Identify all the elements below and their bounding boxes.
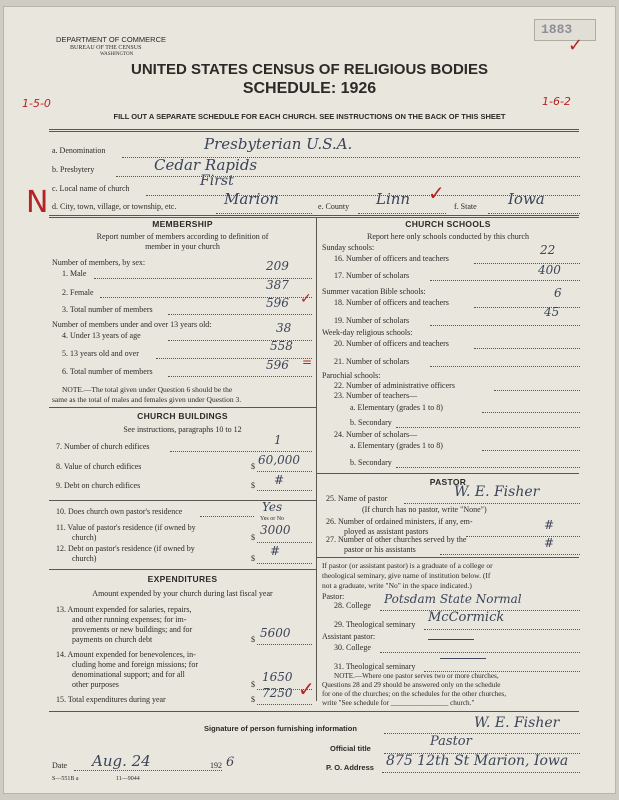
address-label: P. O. Address (326, 763, 374, 772)
q24-label: 24. Number of scholars— (334, 430, 418, 439)
divider (49, 129, 579, 130)
graduate-intro-2: theological seminary, give name of institution below. (If (322, 571, 491, 580)
male-label: 1. Male (62, 269, 87, 278)
total-members-value: 596 (266, 296, 289, 310)
q19-value: 45 (544, 305, 560, 319)
edifice-debt-value: # (274, 473, 285, 487)
q27-line-2: pastor or his assistants (344, 545, 416, 554)
expenditures-title: EXPENDITURES (147, 574, 218, 584)
county-label: e. County (318, 202, 350, 211)
year-suffix: 6 (226, 755, 235, 770)
q28-label: 28. College (334, 601, 371, 610)
parochial-schools-label: Parochial schools: (322, 371, 381, 380)
q27-value: # (544, 536, 555, 550)
dollar-sign: $ (251, 481, 255, 490)
pastor-sub-label: Pastor: (322, 592, 345, 601)
edifice-debt-label: 9. Debt on church edifices (56, 481, 141, 490)
q17-label: 17. Number of scholars (334, 271, 410, 280)
pastor-note-2: Questions 28 and 29 should be answered only on the schedule (322, 681, 501, 689)
form-code: S—551B a (52, 776, 79, 782)
q27-line-1: 27. Number of other churches served by the (326, 535, 467, 544)
edifice-value-value: 60,000 (258, 453, 300, 467)
schedule-title: SCHEDULE: 1926 (242, 80, 377, 97)
department-label: DEPARTMENT OF COMMERCE (56, 35, 167, 44)
dotted-line (257, 563, 312, 564)
presbytery-label: b. Presbytery (52, 165, 95, 174)
dotted-line (430, 280, 580, 281)
dotted-line (396, 467, 580, 468)
dotted-line (404, 503, 580, 504)
dash-mark (440, 658, 486, 659)
total-6-value: 596 (266, 358, 289, 372)
date-value: Aug. 24 (92, 752, 151, 770)
signature-value: W. E. Fisher (474, 715, 560, 731)
schools-title: CHURCH SCHOOLS (405, 219, 491, 229)
official-title-value: Pastor (430, 734, 472, 749)
q23-label: 23. Number of teachers— (334, 391, 418, 400)
female-value: 387 (266, 278, 289, 292)
total-members-label: 3. Total number of members (62, 305, 153, 314)
q14-line-1: 14. Amount expended for benevolences, in- (56, 650, 196, 659)
pastor-note-4: write "See schedule for ________________ church." (322, 699, 475, 707)
dotted-line (384, 733, 580, 734)
schedule-number-stamp (534, 19, 596, 41)
side-mark: N (26, 185, 49, 220)
dotted-line (494, 390, 580, 391)
city-value: Marion (224, 190, 279, 208)
denomination-value: Presbyterian U.S.A. (204, 135, 353, 153)
buildings-intro: See instructions, paragraphs 10 to 12 (123, 425, 242, 434)
by-sex-label: Number of members, by sex: (52, 258, 146, 267)
dollar-sign: $ (251, 695, 255, 704)
pastor-title: PASTOR (429, 477, 467, 487)
q15-value: 7250 (262, 686, 293, 700)
dotted-line (257, 704, 312, 705)
dollar-sign: $ (251, 680, 255, 689)
left-margin-mark: 1-5-0 (22, 97, 51, 110)
form-title: UNITED STATES CENSUS OF RELIGIOUS BODIES (131, 61, 488, 78)
denomination-label: a. Denomination (52, 146, 106, 155)
q23a-label: a. Elementary (grades 1 to 8) (350, 403, 443, 412)
membership-title: MEMBERSHIP (152, 219, 213, 229)
q21-label: 21. Number of scholars (334, 357, 410, 366)
q13-value: 5600 (260, 626, 291, 640)
q29-value: McCormick (428, 610, 505, 625)
membership-note-2: same as the total of males and females given under Question 3. (52, 395, 242, 404)
form-instruction: FILL OUT A SEPARATE SCHEDULE FOR EACH CHURCH. SEE INSTRUCTIONS ON THE BACK OF THIS SHEET (113, 112, 506, 121)
dotted-line (380, 652, 580, 653)
pastor-residence-label: 10. Does church own pastor's residence (56, 507, 183, 516)
q19-label: 19. Number of scholars (334, 316, 410, 325)
under-13-label: 4. Under 13 years of age (62, 331, 141, 340)
official-title-label: Official title (330, 744, 371, 753)
right-margin-mark: 1-6-2 (542, 95, 571, 108)
dotted-line (170, 451, 312, 452)
q25-value: W. E. Fisher (454, 484, 540, 500)
over-13-label: 5. 13 years old and over (62, 349, 139, 358)
q16-label: 16. Number of officers and teachers (334, 254, 449, 263)
dotted-line (257, 542, 312, 543)
membership-intro-2: member in your church (145, 242, 220, 251)
dotted-line (168, 314, 312, 315)
buildings-title: CHURCH BUILDINGS (137, 411, 228, 421)
q26-line-2: ployed as assistant pastors (344, 527, 429, 536)
q14-value: 1650 (262, 670, 293, 684)
check-mark-icon: ✓ (568, 35, 584, 56)
dotted-line (430, 366, 580, 367)
membership-note-1: NOTE.—The total given under Question 6 should be the (62, 385, 233, 394)
over-13-value: 558 (270, 339, 293, 353)
edifices-value: 1 (274, 433, 282, 447)
dotted-line (474, 263, 580, 264)
print-code: 11—9044 (116, 776, 140, 782)
residence-value-label-1: 11. Value of pastor's residence (if owned by (56, 523, 196, 532)
edifices-label: 7. Number of church edifices (56, 442, 150, 451)
q14-line-3: denominational support; and for all (72, 670, 185, 679)
dotted-line (430, 325, 580, 326)
q22-label: 22. Number of administrative officers (334, 381, 455, 390)
q20-label: 20. Number of officers and teachers (334, 339, 449, 348)
dotted-line (358, 213, 446, 214)
divider (49, 217, 579, 218)
q25-note: (If church has no pastor, write "None") (362, 505, 487, 514)
church-name-value: First (200, 173, 234, 189)
q31-label: 31. Theological seminary (334, 662, 416, 671)
q26-value: # (544, 518, 555, 532)
q13-line-1: 13. Amount expended for salaries, repairs, (56, 605, 192, 614)
membership-intro-1: Report number of members according to definition of (96, 232, 269, 241)
state-value: Iowa (508, 190, 545, 208)
yes-no-hint: Yes or No (260, 516, 285, 522)
dollar-sign: $ (251, 554, 255, 563)
q15-label: 15. Total expenditures during year (56, 695, 166, 704)
q14-line-4: other purposes (72, 680, 119, 689)
dotted-line (466, 536, 580, 537)
q18-value: 6 (554, 286, 562, 300)
under-13-value: 38 (276, 321, 292, 335)
divider (49, 569, 316, 570)
assistant-pastor-label: Assistant pastor: (322, 632, 376, 641)
residence-debt-label-1: 12. Debt on pastor's residence (if owned by (56, 544, 195, 553)
stamp-number: 1883 (541, 22, 573, 37)
total-6-label: 6. Total number of members (62, 367, 153, 376)
dollar-sign: $ (251, 533, 255, 542)
check-mark-icon: ✓ (298, 677, 315, 701)
sunday-schools-label: Sunday schools: (322, 243, 375, 252)
q16-value: 22 (540, 243, 556, 257)
church-name-label: c. Local name of church (52, 184, 130, 193)
q25-label: 25. Name of pastor (326, 494, 388, 503)
divider (49, 407, 316, 408)
census-schedule-sheet (3, 6, 616, 794)
q26-line-1: 26. Number of ordained ministers, if any, em- (326, 517, 473, 526)
address-value: 875 12th St Marion, Iowa (386, 753, 569, 769)
dollar-sign: $ (251, 462, 255, 471)
edifice-value-label: 8. Value of church edifices (56, 462, 142, 471)
divider (49, 711, 579, 712)
q28-value: Potsdam State Normal (384, 592, 522, 606)
male-value: 209 (266, 259, 289, 273)
county-value: Linn (376, 190, 411, 208)
dash-mark (428, 639, 474, 640)
expenditures-intro: Amount expended by your church during last fiscal year (92, 589, 273, 598)
residence-value-label-2: church) (72, 533, 97, 542)
q24b-label: b. Secondary (350, 458, 392, 467)
check-mark-icon: ✓ (428, 181, 445, 205)
q23b-label: b. Secondary (350, 418, 392, 427)
residence-debt-value: # (270, 544, 281, 558)
q29-label: 29. Theological seminary (334, 620, 416, 629)
age-intro-label: Number of members under and over 13 years old: (52, 320, 212, 329)
check-mark-icon: ✓ (300, 291, 312, 307)
dotted-line (488, 213, 580, 214)
year-prefix: 192 (210, 761, 222, 770)
pastor-note-3: for one of the churches; on the schedules for the other churches, (322, 690, 507, 698)
q13-line-3: provements or new buildings; and for (72, 625, 193, 634)
pastor-note-1: NOTE.—Where one pastor serves two or more churches, (334, 672, 499, 680)
bureau-label: BUREAU OF THE CENSUS (70, 45, 142, 51)
dotted-line (396, 427, 580, 428)
equals-mark: = (302, 355, 313, 369)
dotted-line (474, 307, 580, 308)
q13-line-4: payments on church debt (72, 635, 153, 644)
q14-line-2: cluding home and foreign missions; for (72, 660, 198, 669)
divider (49, 131, 579, 132)
city-label-field: d. City, town, village, or township, etc. (52, 202, 177, 211)
divider (316, 473, 579, 474)
divider (49, 215, 579, 216)
pastor-residence-value: Yes (262, 500, 283, 514)
dotted-line (200, 516, 254, 517)
dotted-line (424, 629, 580, 630)
residence-value-value: 3000 (260, 523, 291, 537)
city-label: WASHINGTON (100, 52, 134, 57)
dotted-line (257, 471, 312, 472)
graduate-intro-1: If pastor (or assistant pastor) is a graduate of a college or (322, 561, 493, 570)
female-label: 2. Female (62, 288, 94, 297)
vacation-schools-label: Summer vacation Bible schools: (322, 287, 426, 296)
presbytery-value: Cedar Rapids (154, 156, 258, 174)
q13-line-2: and other running expenses; for im- (72, 615, 187, 624)
dotted-line (74, 770, 222, 771)
date-label: Date (52, 761, 68, 770)
dotted-line (382, 772, 580, 773)
dotted-line (482, 450, 580, 451)
column-divider (316, 217, 317, 701)
q30-label: 30. College (334, 643, 371, 652)
signature-label: Signature of person furnishing information (204, 724, 357, 733)
dotted-line (440, 554, 580, 555)
dollar-sign: $ (251, 635, 255, 644)
q18-label: 18. Number of officers and teachers (334, 298, 449, 307)
dotted-line (257, 490, 312, 491)
q17-value: 400 (538, 263, 561, 277)
dotted-line (474, 348, 580, 349)
schools-intro: Report here only schools conducted by this church (367, 232, 529, 241)
dotted-line (168, 376, 312, 377)
dotted-line (482, 412, 580, 413)
dotted-line (257, 644, 312, 645)
graduate-intro-3: not a graduate, write "No" in the space indicated.) (322, 581, 472, 590)
weekday-schools-label: Week-day religious schools: (322, 328, 413, 337)
state-label: f. State (454, 202, 477, 211)
q24a-label: a. Elementary (grades 1 to 8) (350, 441, 443, 450)
divider (316, 557, 579, 558)
dotted-line (216, 213, 312, 214)
residence-debt-label-2: church) (72, 554, 97, 563)
dotted-line (116, 176, 580, 177)
